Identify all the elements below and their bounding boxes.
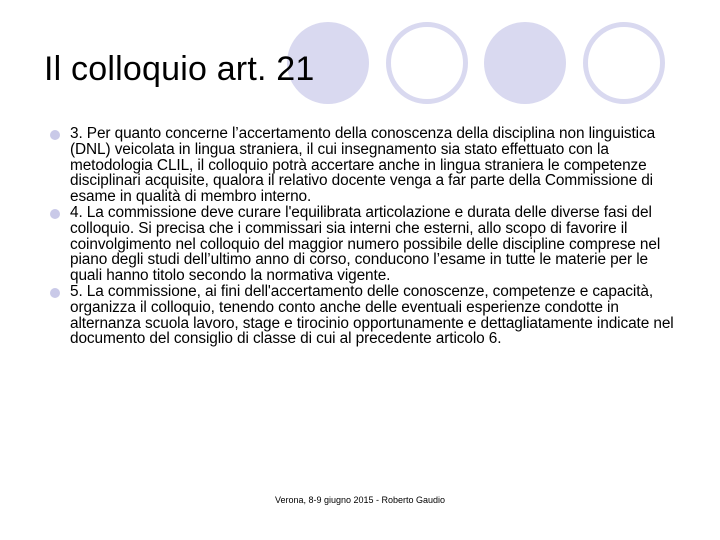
bullet-list <box>50 126 682 347</box>
bullet-text: 4. La commissione deve curare l'equilibrata articolazione e durata delle diverse fasi del colloquio. Si precisa che i commissari sia interni che esterni, allo scopo di favorire il coinvolgimento nel colloquio del maggior numero possibile delle discipline comprese nel piano degli studi dell’ultimo anno di corso, conducono l’esame in tutte le materie per le quali hanno titolo secondo la normativa vigente. <box>70 203 661 285</box>
decorative-ring <box>386 22 468 104</box>
bullet-item <box>50 126 682 205</box>
bullet-item <box>50 284 682 347</box>
bullet-text: 3. Per quanto concerne l’accertamento della conoscenza della disciplina non linguistica (DNL) veicolata in lingua straniera, il cui insegnamento sia stato effettuato con la metodologia CLIL, il colloquio potrà accertare anche in lingua straniera le competenze disciplinari acquisite, qualora il relativo docente venga a far parte della Commissione di esame in qualità di membro interno. <box>70 125 656 206</box>
slide-footer: Verona, 8-9 giugno 2015 - Roberto Gaudio <box>274 495 446 505</box>
bullet-dot-icon <box>50 126 70 143</box>
bullet-dot-icon <box>50 205 70 222</box>
bullet-dot-icon <box>50 284 70 301</box>
bullet-text: 5. La commissione, ai fini dell'accertamento delle conoscenze, competenze e capacità, organizza il colloquio, tenendo conto anche delle eventuali esperienze condotte in alternanza scuola lavoro, stage e tirocinio opportunamente e dettagliatamente indicate nel documento del consiglio di classe di cui al precedente articolo 6. <box>70 282 674 348</box>
slide-title: Il colloquio art. 21 <box>44 50 315 88</box>
bullet-item <box>50 205 682 284</box>
decorative-ring <box>583 22 665 104</box>
decorative-circle <box>484 22 566 104</box>
